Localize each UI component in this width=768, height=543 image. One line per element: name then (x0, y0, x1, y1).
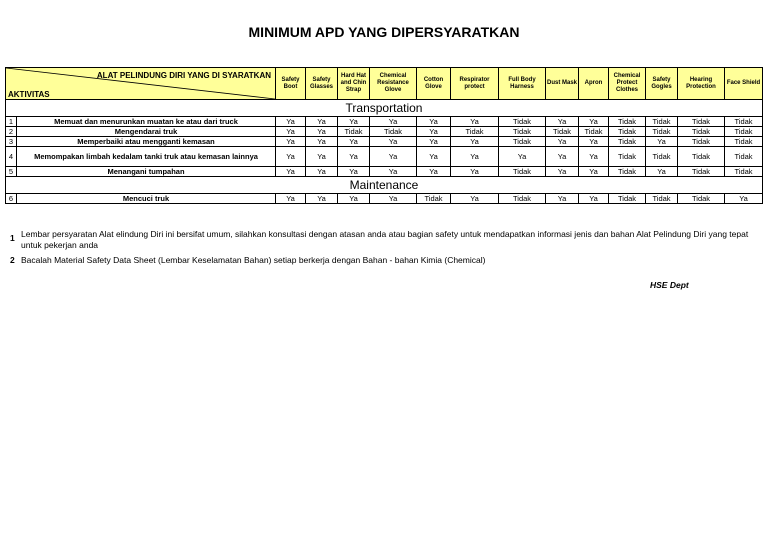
requirement-cell: Ya (306, 147, 338, 167)
requirement-cell: Ya (276, 167, 306, 177)
table-row (6, 137, 763, 147)
requirement-cell: Ya (579, 167, 609, 177)
note-item (10, 229, 760, 251)
table-row (6, 147, 763, 167)
table-row (6, 127, 763, 137)
corner-top-label: ALAT PELINDUNG DIRI YANG DI SYARATKAN (96, 71, 271, 80)
requirement-cell: Ya (276, 147, 306, 167)
requirement-cell: Tidak (338, 127, 370, 137)
note-number: 2 (10, 255, 15, 265)
requirement-cell: Ya (546, 117, 579, 127)
column-header: Hard Hat and Chin Strap (338, 68, 370, 100)
requirement-cell: Ya (306, 137, 338, 147)
requirement-cell: Tidak (646, 194, 678, 204)
requirement-cell: Tidak (725, 167, 763, 177)
requirement-cell: Tidak (609, 127, 646, 137)
requirement-cell: Tidak (499, 127, 546, 137)
table-row (6, 117, 763, 127)
requirement-cell: Tidak (546, 127, 579, 137)
requirement-cell: Ya (646, 137, 678, 147)
corner-header (6, 68, 276, 100)
requirement-cell: Ya (546, 147, 579, 167)
requirement-cell: Ya (499, 147, 546, 167)
requirement-cell: Tidak (646, 147, 678, 167)
activity-cell: Mencuci truk (17, 194, 276, 204)
requirement-cell: Ya (338, 194, 370, 204)
requirement-cell: Ya (451, 137, 499, 147)
table-body (6, 100, 763, 204)
requirement-cell: Ya (579, 117, 609, 127)
requirement-cell: Ya (417, 167, 451, 177)
requirement-cell: Tidak (451, 127, 499, 137)
requirement-cell: Ya (306, 117, 338, 127)
requirement-cell: Ya (338, 137, 370, 147)
activity-cell: Mengendarai truk (17, 127, 276, 137)
requirement-cell: Tidak (646, 117, 678, 127)
section-title: Transportation (6, 100, 763, 117)
requirement-cell: Tidak (725, 127, 763, 137)
requirement-cell: Ya (370, 167, 417, 177)
requirement-cell: Tidak (499, 117, 546, 127)
requirement-cell: Ya (417, 137, 451, 147)
row-number: 3 (6, 137, 17, 147)
requirement-cell: Ya (546, 137, 579, 147)
note-text: Bacalah Material Safety Data Sheet (Lembar Keselamatan Bahan) setiap berkerja dengan Bahan - bahan Kimia (Chemical) (21, 255, 486, 265)
requirement-cell: Tidak (725, 137, 763, 147)
requirement-cell: Tidak (499, 167, 546, 177)
section-row (6, 177, 763, 194)
note-text: Lembar persyaratan Alat elindung Diri ini bersifat umum, silahkan konsultasi dengan atasan anda atau bagian safety untuk mendapatkan informasi jenis dan bahan Alat Pelindung Diri yang tepat untuk pekerjan anda (21, 229, 749, 250)
requirement-cell: Ya (579, 137, 609, 147)
requirement-cell: Tidak (609, 117, 646, 127)
requirement-cell: Tidak (609, 167, 646, 177)
column-header: Respirator protect (451, 68, 499, 100)
requirement-cell: Tidak (678, 167, 725, 177)
row-number: 5 (6, 167, 17, 177)
requirement-cell: Ya (338, 167, 370, 177)
corner-bottom-label: AKTIVITAS (8, 90, 50, 99)
header-row (6, 68, 763, 100)
requirement-cell: Ya (370, 147, 417, 167)
requirement-cell: Tidak (678, 117, 725, 127)
requirement-cell: Tidak (609, 147, 646, 167)
requirement-cell: Ya (276, 137, 306, 147)
requirement-cell: Ya (451, 147, 499, 167)
page-title: MINIMUM APD YANG DIPERSYARATKAN (248, 24, 520, 40)
requirement-cell: Tidak (499, 137, 546, 147)
column-header: Apron (579, 68, 609, 100)
column-header: Safety Boot (276, 68, 306, 100)
section-title: Maintenance (6, 177, 763, 194)
requirement-cell: Ya (417, 127, 451, 137)
requirement-cell: Tidak (417, 194, 451, 204)
requirement-cell: Tidak (646, 127, 678, 137)
table-row (6, 167, 763, 177)
requirement-cell: Tidak (678, 147, 725, 167)
requirement-cell: Ya (306, 167, 338, 177)
row-number: 6 (6, 194, 17, 204)
requirement-cell: Ya (338, 117, 370, 127)
requirement-cell: Ya (306, 194, 338, 204)
requirement-cell: Ya (417, 117, 451, 127)
requirement-cell: Tidak (609, 137, 646, 147)
note-item (10, 255, 760, 266)
activity-cell: Menangani tumpahan (17, 167, 276, 177)
column-header: Hearing Protection (678, 68, 725, 100)
column-header: Safety Gogles (646, 68, 678, 100)
requirement-cell: Ya (370, 194, 417, 204)
note-number: 1 (10, 233, 15, 243)
row-number: 1 (6, 117, 17, 127)
requirement-cell: Tidak (499, 194, 546, 204)
row-number: 4 (6, 147, 17, 167)
requirement-cell: Ya (451, 167, 499, 177)
requirement-cell: Ya (276, 117, 306, 127)
activity-cell: Memompakan limbah kedalam tanki truk atau kemasan lainnya (17, 147, 276, 167)
requirement-cell: Ya (451, 194, 499, 204)
requirement-cell: Ya (370, 137, 417, 147)
requirement-cell: Ya (417, 147, 451, 167)
activity-cell: Memperbaiki atau mengganti kemasan (17, 137, 276, 147)
requirement-cell: Ya (276, 194, 306, 204)
column-header: Full Body Harness (499, 68, 546, 100)
table-row (6, 194, 763, 204)
row-number: 2 (6, 127, 17, 137)
requirement-cell: Ya (546, 167, 579, 177)
column-header: Face Shield (725, 68, 763, 100)
requirement-cell: Ya (646, 167, 678, 177)
requirement-cell: Ya (338, 147, 370, 167)
section-row (6, 100, 763, 117)
requirement-cell: Ya (725, 194, 763, 204)
requirement-cell: Ya (579, 147, 609, 167)
column-header: Chemical Resistance Glove (370, 68, 417, 100)
column-header: Dust Mask (546, 68, 579, 100)
requirement-cell: Ya (276, 127, 306, 137)
column-header: Chemical Protect Clothes (609, 68, 646, 100)
requirement-cell: Tidak (370, 127, 417, 137)
requirement-cell: Ya (370, 117, 417, 127)
requirement-cell: Tidak (609, 194, 646, 204)
requirement-cell: Tidak (579, 127, 609, 137)
requirement-cell: Tidak (678, 127, 725, 137)
requirement-cell: Tidak (678, 137, 725, 147)
notes (10, 229, 760, 270)
column-header: Cotton Glove (417, 68, 451, 100)
apd-table (5, 67, 763, 204)
column-header: Safety Glasses (306, 68, 338, 100)
requirement-cell: Ya (579, 194, 609, 204)
hse-dept-label: HSE Dept (650, 280, 689, 290)
activity-cell: Memuat dan menurunkan muatan ke atau dari truck (17, 117, 276, 127)
requirement-cell: Tidak (725, 117, 763, 127)
requirement-cell: Ya (306, 127, 338, 137)
requirement-cell: Tidak (725, 147, 763, 167)
requirement-cell: Ya (546, 194, 579, 204)
requirement-cell: Tidak (678, 194, 725, 204)
requirement-cell: Ya (451, 117, 499, 127)
